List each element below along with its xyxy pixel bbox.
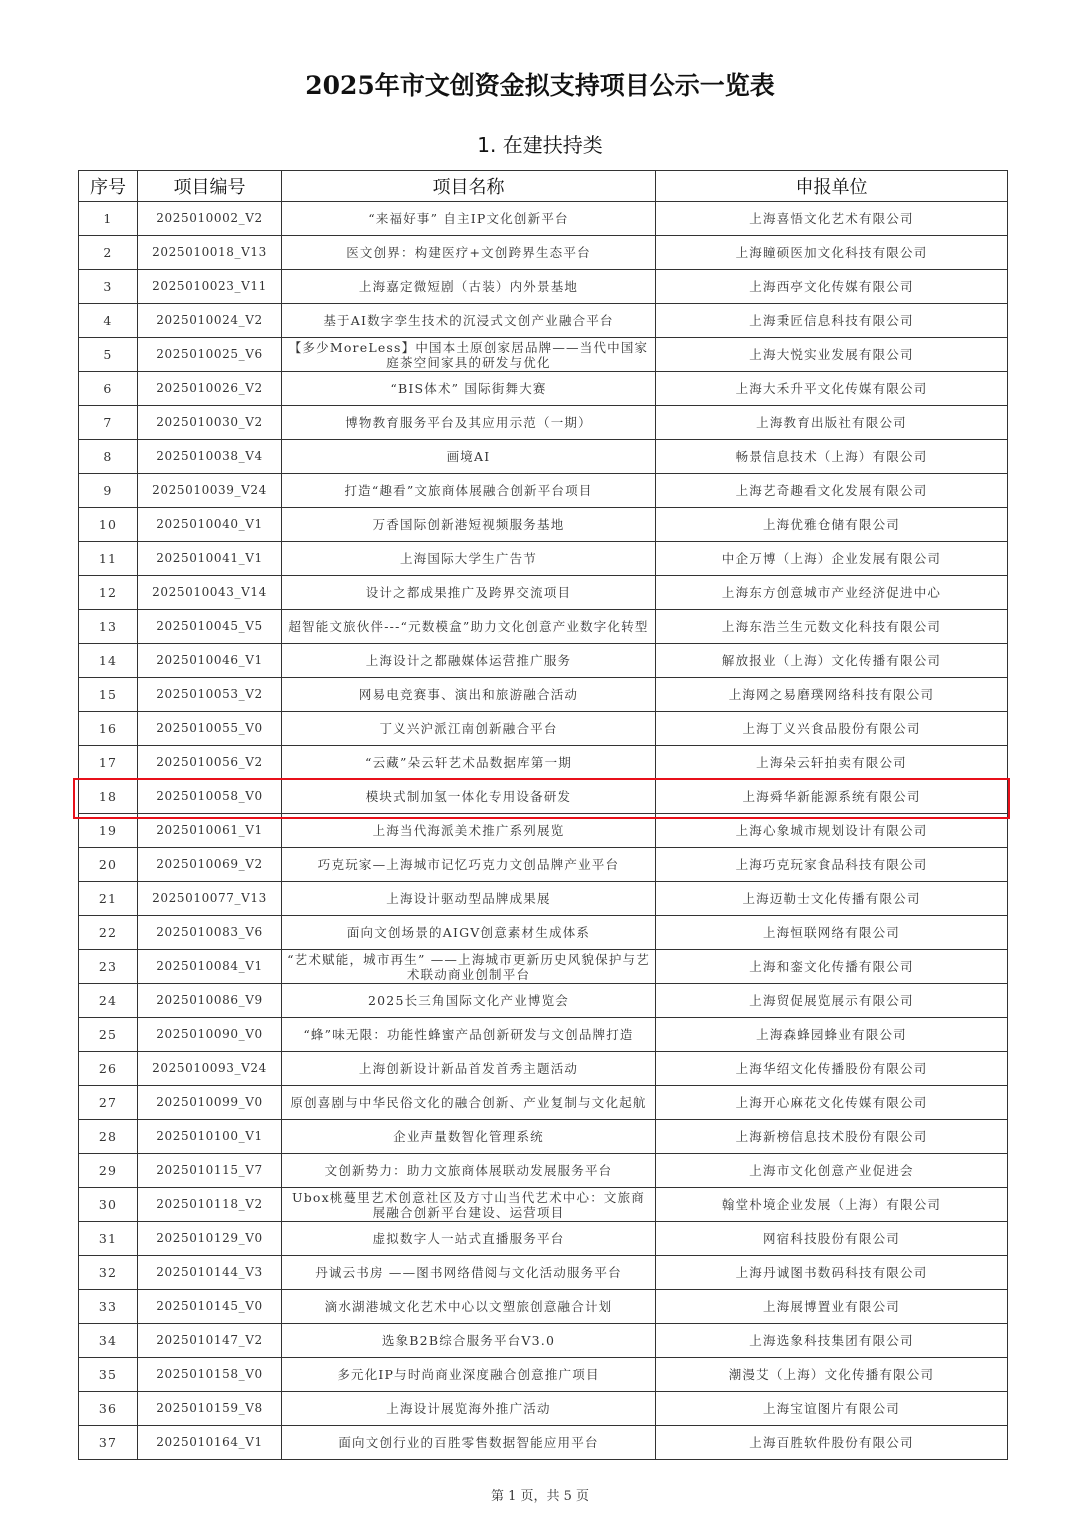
applicant: 解放报业（上海）文化传播有限公司 bbox=[656, 644, 1008, 678]
applicant: 上海宝谊图片有限公司 bbox=[656, 1392, 1008, 1426]
table-header-row bbox=[79, 171, 1008, 202]
project-code: 2025010024_V2 bbox=[138, 304, 282, 338]
row-index: 36 bbox=[79, 1392, 138, 1426]
table-row bbox=[79, 338, 1008, 372]
row-index: 28 bbox=[79, 1120, 138, 1154]
applicant: 上海大禾升平文化传媒有限公司 bbox=[656, 372, 1008, 406]
table-row bbox=[79, 610, 1008, 644]
project-name: 丁义兴沪派江南创新融合平台 bbox=[282, 712, 656, 746]
row-index: 11 bbox=[79, 542, 138, 576]
project-name: 上海设计驱动型品牌成果展 bbox=[282, 882, 656, 916]
project-code: 2025010129_V0 bbox=[138, 1222, 282, 1256]
project-name: 上海创新设计新品首发首秀主题活动 bbox=[282, 1052, 656, 1086]
table-row bbox=[79, 1358, 1008, 1392]
project-name: 面向文创行业的百胜零售数据智能应用平台 bbox=[282, 1426, 656, 1460]
project-code: 2025010069_V2 bbox=[138, 848, 282, 882]
table-row bbox=[79, 1120, 1008, 1154]
project-name: 面向文创场景的AIGV创意素材生成体系 bbox=[282, 916, 656, 950]
row-index: 20 bbox=[79, 848, 138, 882]
project-name: 选象B2B综合服务平台V3.0 bbox=[282, 1324, 656, 1358]
row-index: 10 bbox=[79, 508, 138, 542]
table-row bbox=[79, 848, 1008, 882]
row-index: 12 bbox=[79, 576, 138, 610]
row-index: 6 bbox=[79, 372, 138, 406]
applicant: 上海朵云轩拍卖有限公司 bbox=[656, 746, 1008, 780]
project-name: 上海设计展览海外推广活动 bbox=[282, 1392, 656, 1426]
project-code: 2025010164_V1 bbox=[138, 1426, 282, 1460]
applicant: 上海新榜信息技术股份有限公司 bbox=[656, 1120, 1008, 1154]
row-index: 19 bbox=[79, 814, 138, 848]
row-index: 25 bbox=[79, 1018, 138, 1052]
table-row bbox=[79, 678, 1008, 712]
applicant: 潮漫艾（上海）文化传播有限公司 bbox=[656, 1358, 1008, 1392]
table-row bbox=[79, 746, 1008, 780]
project-name: 网易电竞赛事、演出和旅游融合活动 bbox=[282, 678, 656, 712]
project-code: 2025010086_V9 bbox=[138, 984, 282, 1018]
project-code: 2025010090_V0 bbox=[138, 1018, 282, 1052]
table-row bbox=[79, 406, 1008, 440]
project-table bbox=[78, 170, 1008, 1460]
project-name: 多元化IP与时尚商业深度融合创意推广项目 bbox=[282, 1358, 656, 1392]
project-code: 2025010055_V0 bbox=[138, 712, 282, 746]
page-footer: 第 1 页，共 5 页 bbox=[490, 1489, 590, 1504]
table-row bbox=[79, 202, 1008, 236]
applicant: 上海丹诚图书数码科技有限公司 bbox=[656, 1256, 1008, 1290]
row-index: 29 bbox=[79, 1154, 138, 1188]
row-index: 1 bbox=[79, 202, 138, 236]
applicant: 上海喜悟文化艺术有限公司 bbox=[656, 202, 1008, 236]
applicant: 上海森蜂园蜂业有限公司 bbox=[656, 1018, 1008, 1052]
project-name: 超智能文旅伙伴---“元数模盒”助力文化创意产业数字化转型 bbox=[282, 610, 656, 644]
applicant: 上海心象城市规划设计有限公司 bbox=[656, 814, 1008, 848]
applicant: 上海迈勒士文化传播有限公司 bbox=[656, 882, 1008, 916]
project-code: 2025010041_V1 bbox=[138, 542, 282, 576]
row-index: 15 bbox=[79, 678, 138, 712]
row-index: 32 bbox=[79, 1256, 138, 1290]
applicant: 上海华绍文化传播股份有限公司 bbox=[656, 1052, 1008, 1086]
table-row bbox=[79, 916, 1008, 950]
applicant: 上海秉匠信息科技有限公司 bbox=[656, 304, 1008, 338]
applicant: 上海艺奇趣看文化发展有限公司 bbox=[656, 474, 1008, 508]
table-row bbox=[79, 236, 1008, 270]
project-code: 2025010040_V1 bbox=[138, 508, 282, 542]
table-row bbox=[79, 508, 1008, 542]
applicant: 上海展博置业有限公司 bbox=[656, 1290, 1008, 1324]
table-row bbox=[79, 984, 1008, 1018]
applicant: 上海市文化创意产业促进会 bbox=[656, 1154, 1008, 1188]
project-code: 2025010093_V24 bbox=[138, 1052, 282, 1086]
applicant: 上海选象科技集团有限公司 bbox=[656, 1324, 1008, 1358]
project-code: 2025010084_V1 bbox=[138, 950, 282, 984]
table-row bbox=[79, 1392, 1008, 1426]
table-row bbox=[79, 1086, 1008, 1120]
project-code: 2025010118_V2 bbox=[138, 1188, 282, 1222]
project-name: “BIS体术” 国际街舞大赛 bbox=[282, 372, 656, 406]
project-name: 企业声量数智化管理系统 bbox=[282, 1120, 656, 1154]
project-code: 2025010030_V2 bbox=[138, 406, 282, 440]
row-index: 13 bbox=[79, 610, 138, 644]
column-header-name: 项目名称 bbox=[282, 171, 656, 202]
row-index: 21 bbox=[79, 882, 138, 916]
table-row bbox=[79, 542, 1008, 576]
applicant: 上海巧克玩家食品科技有限公司 bbox=[656, 848, 1008, 882]
applicant: 上海瞳硕医加文化科技有限公司 bbox=[656, 236, 1008, 270]
table-row bbox=[79, 882, 1008, 916]
project-code: 2025010056_V2 bbox=[138, 746, 282, 780]
project-name: “蜂”味无限：功能性蜂蜜产品创新研发与文创品牌打造 bbox=[282, 1018, 656, 1052]
row-index: 37 bbox=[79, 1426, 138, 1460]
row-index: 23 bbox=[79, 950, 138, 984]
project-code: 2025010058_V0 bbox=[138, 780, 282, 814]
table-row bbox=[79, 1188, 1008, 1222]
table-row bbox=[79, 440, 1008, 474]
table-row bbox=[79, 304, 1008, 338]
project-code: 2025010038_V4 bbox=[138, 440, 282, 474]
table-row bbox=[79, 1222, 1008, 1256]
project-name: “云藏”朵云轩艺术品数据库第一期 bbox=[282, 746, 656, 780]
row-index: 22 bbox=[79, 916, 138, 950]
project-code: 2025010026_V2 bbox=[138, 372, 282, 406]
row-index: 2 bbox=[79, 236, 138, 270]
project-name: 虚拟数字人一站式直播服务平台 bbox=[282, 1222, 656, 1256]
applicant: 上海西亭文化传媒有限公司 bbox=[656, 270, 1008, 304]
table-row bbox=[79, 372, 1008, 406]
project-name: 基于AI数字孪生技术的沉浸式文创产业融合平台 bbox=[282, 304, 656, 338]
row-index: 7 bbox=[79, 406, 138, 440]
project-code: 2025010025_V6 bbox=[138, 338, 282, 372]
applicant: 上海百胜软件股份有限公司 bbox=[656, 1426, 1008, 1460]
project-code: 2025010045_V5 bbox=[138, 610, 282, 644]
applicant: 上海恒联网络有限公司 bbox=[656, 916, 1008, 950]
applicant: 上海东浩兰生元数文化科技有限公司 bbox=[656, 610, 1008, 644]
applicant: 翰堂朴境企业发展（上海）有限公司 bbox=[656, 1188, 1008, 1222]
row-index: 24 bbox=[79, 984, 138, 1018]
project-name: 画境AI bbox=[282, 440, 656, 474]
table-row bbox=[79, 814, 1008, 848]
table-row bbox=[79, 1290, 1008, 1324]
row-index: 31 bbox=[79, 1222, 138, 1256]
row-index: 17 bbox=[79, 746, 138, 780]
row-index: 3 bbox=[79, 270, 138, 304]
project-code: 2025010144_V3 bbox=[138, 1256, 282, 1290]
row-index: 5 bbox=[79, 338, 138, 372]
project-code: 2025010043_V14 bbox=[138, 576, 282, 610]
project-code: 2025010159_V8 bbox=[138, 1392, 282, 1426]
project-code: 2025010061_V1 bbox=[138, 814, 282, 848]
applicant: 网宿科技股份有限公司 bbox=[656, 1222, 1008, 1256]
project-code: 2025010099_V0 bbox=[138, 1086, 282, 1120]
project-code: 2025010158_V0 bbox=[138, 1358, 282, 1392]
project-name: “来福好事” 自主IP文化创新平台 bbox=[282, 202, 656, 236]
project-name: 模块式制加氢一体化专用设备研发 bbox=[282, 780, 656, 814]
row-index: 16 bbox=[79, 712, 138, 746]
applicant: 上海大悦实业发展有限公司 bbox=[656, 338, 1008, 372]
section-title: 1. 在建扶持类 bbox=[477, 133, 603, 157]
project-code: 2025010053_V2 bbox=[138, 678, 282, 712]
project-name: 原创喜剧与中华民俗文化的融合创新、产业复制与文化起航 bbox=[282, 1086, 656, 1120]
row-index: 34 bbox=[79, 1324, 138, 1358]
project-name: 文创新势力：助力文旅商体展联动发展服务平台 bbox=[282, 1154, 656, 1188]
project-name: Ubox桃蔓里艺术创意社区及方寸山当代艺术中心：文旅商展融合创新平台建设、运营项目 bbox=[282, 1188, 656, 1222]
row-index: 8 bbox=[79, 440, 138, 474]
row-index: 35 bbox=[79, 1358, 138, 1392]
project-code: 2025010100_V1 bbox=[138, 1120, 282, 1154]
project-name: “艺术赋能，城市再生” ——上海城市更新历史风貌保护与艺术联动商业创制平台 bbox=[282, 950, 656, 984]
project-name: 医文创界：构建医疗+文创跨界生态平台 bbox=[282, 236, 656, 270]
table-row bbox=[79, 644, 1008, 678]
table-row bbox=[79, 1324, 1008, 1358]
row-index: 27 bbox=[79, 1086, 138, 1120]
project-name: 丹诚云书房 ——图书网络借阅与文化活动服务平台 bbox=[282, 1256, 656, 1290]
project-name: 博物教育服务平台及其应用示范（一期） bbox=[282, 406, 656, 440]
row-index: 4 bbox=[79, 304, 138, 338]
project-code: 2025010039_V24 bbox=[138, 474, 282, 508]
row-index: 9 bbox=[79, 474, 138, 508]
project-code: 2025010147_V2 bbox=[138, 1324, 282, 1358]
project-name: 上海国际大学生广告节 bbox=[282, 542, 656, 576]
table-row bbox=[79, 1154, 1008, 1188]
applicant: 上海网之易磨璞网络科技有限公司 bbox=[656, 678, 1008, 712]
applicant: 上海东方创意城市产业经济促进中心 bbox=[656, 576, 1008, 610]
project-name: 滴水湖港城文化艺术中心以文塑旅创意融合计划 bbox=[282, 1290, 656, 1324]
applicant: 上海优雅仓储有限公司 bbox=[656, 508, 1008, 542]
project-name: 打造“趣看”文旅商体展融合创新平台项目 bbox=[282, 474, 656, 508]
table-row bbox=[79, 1256, 1008, 1290]
project-code: 2025010083_V6 bbox=[138, 916, 282, 950]
table-row bbox=[79, 1052, 1008, 1086]
applicant: 中企万博（上海）企业发展有限公司 bbox=[656, 542, 1008, 576]
project-name: 万香国际创新港短视频服务基地 bbox=[282, 508, 656, 542]
column-header-applicant: 申报单位 bbox=[656, 171, 1008, 202]
project-code: 2025010046_V1 bbox=[138, 644, 282, 678]
row-index: 33 bbox=[79, 1290, 138, 1324]
applicant: 上海和銮文化传播有限公司 bbox=[656, 950, 1008, 984]
project-name: 上海当代海派美术推广系列展览 bbox=[282, 814, 656, 848]
applicant: 上海舜华新能源系统有限公司 bbox=[656, 780, 1008, 814]
table-row bbox=[79, 270, 1008, 304]
project-name: 设计之都成果推广及跨界交流项目 bbox=[282, 576, 656, 610]
project-name: 【多少MoreLess】中国本土原创家居品牌——当代中国家庭茶空间家具的研发与优化 bbox=[282, 338, 656, 372]
project-name: 上海设计之都融媒体运营推广服务 bbox=[282, 644, 656, 678]
applicant: 畅景信息技术（上海）有限公司 bbox=[656, 440, 1008, 474]
project-code: 2025010115_V7 bbox=[138, 1154, 282, 1188]
applicant: 上海教育出版社有限公司 bbox=[656, 406, 1008, 440]
row-index: 30 bbox=[79, 1188, 138, 1222]
table-row bbox=[79, 950, 1008, 984]
table-row bbox=[79, 576, 1008, 610]
project-code: 2025010077_V13 bbox=[138, 882, 282, 916]
applicant: 上海贸促展览展示有限公司 bbox=[656, 984, 1008, 1018]
column-header-index: 序号 bbox=[79, 171, 138, 202]
project-name: 巧克玩家—上海城市记忆巧克力文创品牌产业平台 bbox=[282, 848, 656, 882]
row-index: 18 bbox=[79, 780, 138, 814]
applicant: 上海丁义兴食品股份有限公司 bbox=[656, 712, 1008, 746]
project-code: 2025010145_V0 bbox=[138, 1290, 282, 1324]
row-index: 26 bbox=[79, 1052, 138, 1086]
project-name: 上海嘉定微短剧（古装）内外景基地 bbox=[282, 270, 656, 304]
page-title: 2025年市文创资金拟支持项目公示一览表 bbox=[305, 71, 775, 100]
project-name: 2025长三角国际文化产业博览会 bbox=[282, 984, 656, 1018]
table-row bbox=[79, 780, 1008, 814]
project-code: 2025010018_V13 bbox=[138, 236, 282, 270]
applicant: 上海开心麻花文化传媒有限公司 bbox=[656, 1086, 1008, 1120]
project-code: 2025010023_V11 bbox=[138, 270, 282, 304]
table-row bbox=[79, 1018, 1008, 1052]
column-header-code: 项目编号 bbox=[138, 171, 282, 202]
table-row bbox=[79, 1426, 1008, 1460]
table-row bbox=[79, 712, 1008, 746]
table-row bbox=[79, 474, 1008, 508]
row-index: 14 bbox=[79, 644, 138, 678]
project-code: 2025010002_V2 bbox=[138, 202, 282, 236]
